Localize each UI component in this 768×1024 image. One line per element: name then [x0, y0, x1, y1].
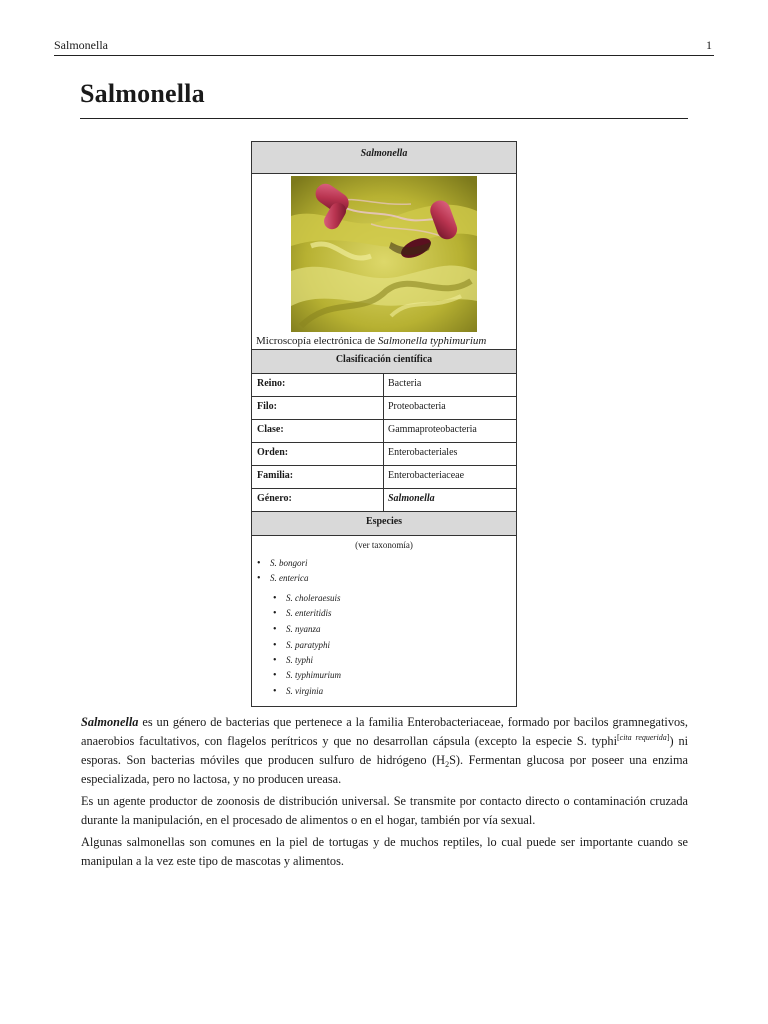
species-item: • S. bongori: [270, 558, 308, 568]
salmonella-micrograph-image: [291, 176, 477, 332]
title-divider: [80, 118, 688, 119]
image-caption: [256, 334, 514, 348]
subspecies-item: • S. typhi: [286, 655, 313, 665]
taxonomy-rank: Reino:: [257, 378, 286, 389]
taxonomy-row-genero: [252, 489, 516, 512]
paragraph-1-text-b: ) ni esporas. Son bacterias móviles que producen sulfuro de hidrógeno (H: [81, 734, 689, 767]
subspecies-item: • S. enteritidis: [286, 608, 332, 618]
subspecies-item: • S. choleraesuis: [286, 593, 341, 603]
subscript-2: 2: [445, 760, 450, 769]
taxonomy-value: Gammaproteobacteria: [383, 420, 516, 442]
subspecies-item: • S. virginia: [286, 686, 323, 696]
citation-bracket-close: ]: [666, 733, 670, 742]
taxobox: [251, 141, 517, 707]
paragraph-1-text-c: S). Fermentan glucosa por poseer una enzima especializada, pero no lactosa, y no producen ureasa.: [81, 753, 688, 786]
paragraph-1: [81, 713, 688, 789]
taxonomy-row-reino: [252, 374, 516, 397]
species-header: Especies: [252, 512, 516, 536]
taxonomy-rank: Género:: [257, 493, 292, 504]
taxonomy-rank: Clase:: [257, 424, 284, 435]
taxonomy-value: Proteobacteria: [383, 397, 516, 419]
paragraph-1-text-a: es un género de bacterias que pertenece a la familia Enterobacteriaceae, formado por bacilos gramnegativos, anaerobios facultativos, con flagelos perítricos y que no desarrollan cápsula (excepto la especie S. typhi: [81, 715, 688, 748]
paragraph-2: Es un agente productor de zoonosis de distribución universal. Se transmite por contacto directo o contaminación cruzada durante la manipulación, en el procesado de alimentos o en el hogar, también por vía sexual.: [81, 794, 688, 827]
micrograph-drawing: [291, 176, 477, 332]
subspecies-item: • S. typhimurium: [286, 670, 341, 680]
taxonomy-rank: Orden:: [257, 447, 289, 458]
taxonomy-value: Enterobacteriales: [383, 443, 516, 465]
subspecies-item: • S. paratyphi: [286, 640, 330, 650]
species-taxonomy-note: (ver taxonomía): [355, 540, 413, 550]
taxonomy-row-filo: [252, 397, 516, 420]
taxonomy-value: Enterobacteriaceae: [383, 466, 516, 488]
taxobox-image-row: [252, 174, 516, 350]
paragraph-3: Algunas salmonellas son comunes en la piel de tortugas y de muchos reptiles, lo cual puede ser importante cuando se manipulan a la vez este tipo de mascotas y alimentos.: [81, 835, 688, 868]
paragraph-1-lead: Salmonella: [81, 715, 139, 729]
running-title: Salmonella: [54, 38, 108, 52]
page-title: Salmonella: [80, 79, 205, 108]
taxonomy-row-clase: [252, 420, 516, 443]
image-caption-species: Salmonella typhimurium: [377, 335, 487, 347]
taxonomy-rank: Familia:: [257, 470, 294, 481]
taxonomy-row-orden: [252, 443, 516, 466]
subspecies-item: • S. nyanza: [286, 624, 321, 634]
taxonomy-value: Bacteria: [383, 374, 516, 396]
species-item: • S. enterica: [270, 573, 309, 583]
citation-bracket-open: [: [616, 733, 620, 742]
citation-needed-text: cita requerida: [619, 733, 667, 742]
taxonomy-row-familia: [252, 466, 516, 489]
running-header: [54, 38, 714, 56]
taxonomy-rank: Filo:: [257, 401, 277, 412]
classification-header: Clasificación científica: [252, 350, 516, 374]
taxonomy-value: Salmonella: [383, 489, 516, 511]
taxobox-header: Salmonella: [252, 142, 516, 174]
page-number: 1: [706, 38, 712, 52]
citation-needed-link[interactable]: [617, 733, 669, 742]
image-caption-text: Microscopía electrónica de: [256, 335, 378, 347]
article-body: [81, 713, 688, 874]
